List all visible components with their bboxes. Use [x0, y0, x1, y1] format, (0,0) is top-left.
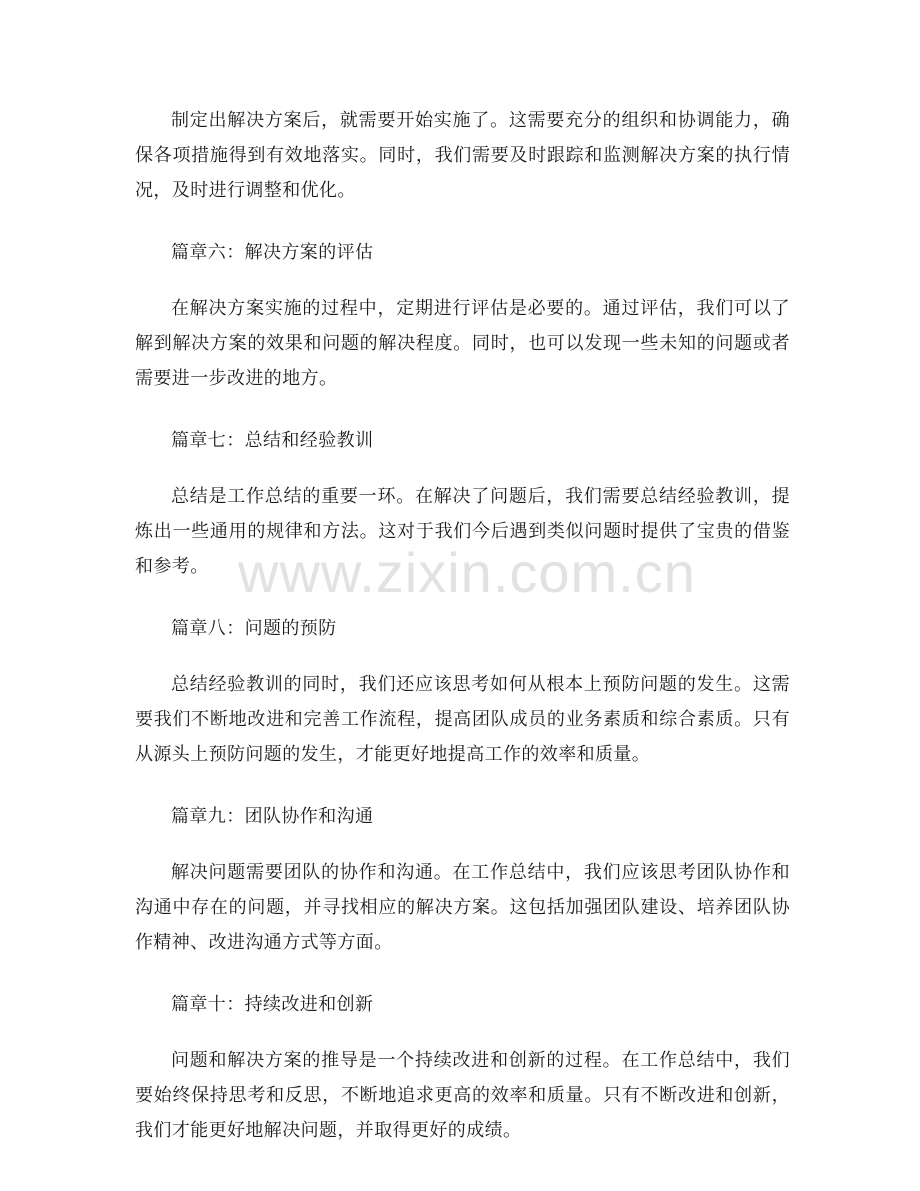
chapter-heading-6: 篇章六：解决方案的评估 — [171, 242, 374, 263]
watermark: www.zixin.com.cn — [238, 541, 696, 604]
paragraph-summary: 总结是工作总结的重要一环。在解决了问题后，我们需要总结经验教训，提炼出一些通用的规律和方法。这对于我们今后遇到类似问题时提供了宝贵的借鉴和参考。 — [135, 486, 790, 577]
paragraph-implementation: 制定出解决方案后，就需要开始实施了。这需要充分的组织和协调能力，确保各项措施得到有效地落实。同时，我们需要及时跟踪和监测解决方案的执行情况，及时进行调整和优化。 — [135, 110, 790, 201]
paragraph-prevention: 总结经验教训的同时，我们还应该思考如何从根本上预防问题的发生。这需要我们不断地改进和完善工作流程，提高团队成员的业务素质和综合素质。只有从源头上预防问题的发生，才能更好地提高工作的效率和质量。 — [135, 674, 790, 765]
chapter-heading-10: 篇章十：持续改进和创新 — [171, 994, 374, 1015]
chapter-heading-7: 篇章七：总结和经验教训 — [171, 430, 374, 451]
paragraph-improvement: 问题和解决方案的推导是一个持续改进和创新的过程。在工作总结中，我们要始终保持思考和反思，不断地追求更高的效率和质量。只有不断改进和创新，我们才能更好地解决问题，并取得更好的成绩。 — [135, 1050, 790, 1141]
chapter-heading-8: 篇章八：问题的预防 — [171, 618, 337, 639]
chapter-heading-9: 篇章九：团队协作和沟通 — [171, 806, 374, 827]
document-body — [135, 103, 790, 1148]
paragraph-evaluation: 在解决方案实施的过程中，定期进行评估是必要的。通过评估，我们可以了解到解决方案的效果和问题的解决程度。同时，也可以发现一些未知的问题或者需要进一步改进的地方。 — [135, 298, 790, 389]
paragraph-teamwork: 解决问题需要团队的协作和沟通。在工作总结中，我们应该思考团队协作和沟通中存在的问题，并寻找相应的解决方案。这包括加强团队建设、培养团队协作精神、改进沟通方式等方面。 — [135, 862, 790, 953]
